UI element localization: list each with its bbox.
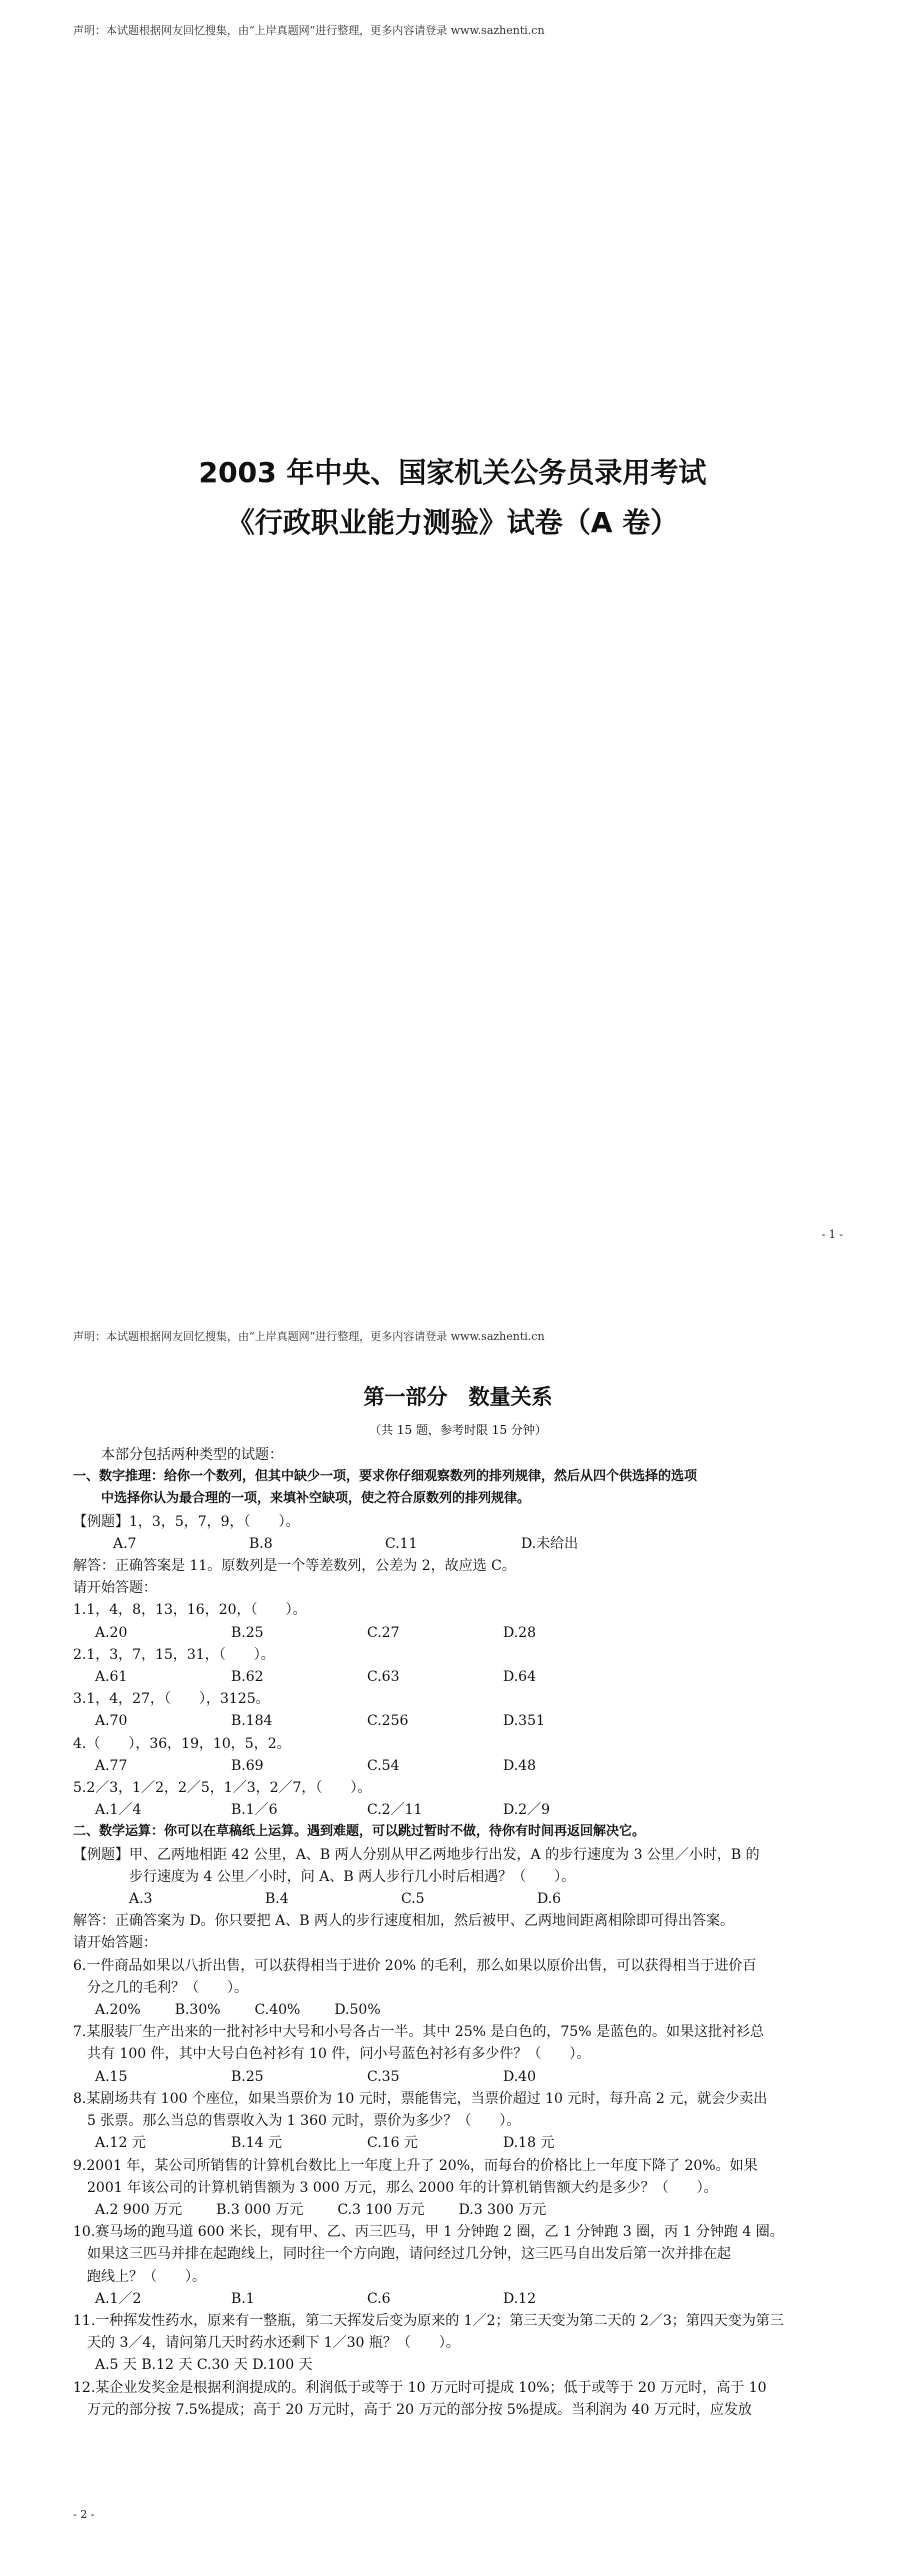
question-5-options — [73, 1799, 843, 1821]
option: C.6 — [367, 2290, 391, 2307]
part1-instruction-cont: 中选择你认为最合理的一项，来填补空缺项，使之符合原数列的排列规律。 — [101, 1491, 531, 1507]
question-8-options — [73, 2132, 843, 2154]
page-header: 声明：本试题根据网友回忆搜集，由“上岸真题网”进行整理，更多内容请登录 www.sazhenti.cn — [73, 24, 545, 37]
question-1: 1.1，4，8，13，16，20，（ ）。 — [73, 1602, 307, 1619]
example-2-question-cont: 步行速度为 4 公里／小时，问 A、B 两人步行几小时后相遇？（ ）。 — [129, 1868, 576, 1885]
option: D.2／9 — [503, 1802, 550, 1819]
option: C.3 100 万元 — [337, 2201, 425, 2218]
option: A.61 — [95, 1669, 128, 1686]
option: C.16 元 — [367, 2135, 418, 2152]
option: A.77 — [95, 1757, 128, 1774]
option: C.63 — [367, 1669, 400, 1686]
option: C.40% — [254, 2002, 301, 2019]
start-prompt: 请开始答题： — [73, 1580, 157, 1597]
start-prompt: 请开始答题： — [73, 1935, 157, 1952]
page-number: - 2 - — [73, 2508, 95, 2521]
option: B.62 — [231, 1669, 264, 1686]
question-2: 2.1，3，7，15，31，（ ）。 — [73, 1646, 275, 1663]
question-11-cont: 天的 3／4，请问第几天时药水还剩下 1／30 瓶？（ ）。 — [87, 2335, 460, 2352]
title-line-2: 《行政职业能力测验》试卷（A 卷） — [226, 506, 679, 539]
option: B.184 — [231, 1713, 273, 1730]
question-9-cont: 2001 年该公司的计算机销售额为 3 000 万元，那么 2000 年的计算机销售额大约是多少？（ ）。 — [87, 2179, 718, 2196]
option: B.8 — [249, 1535, 273, 1552]
question-10: 10.赛马场的跑马道 600 米长，现有甲、乙、丙三匹马，甲 1 分钟跑 2 圈，乙 1 分钟跑 3 圈，丙 1 分钟跑 4 圈。 — [73, 2224, 784, 2241]
exam-title — [0, 448, 905, 548]
question-12-cont: 万元的部分按 7.5%提成；高于 20 万元时，高于 20 万元的部分按 5%提成。当利润为 40 万元时，应发放 — [87, 2401, 752, 2418]
question-7-options — [73, 2066, 843, 2088]
option: B.1 — [231, 2290, 255, 2307]
question-7-cont: 共有 100 件，其中大号白色衬衫有 10 件，问小号蓝色衬衫有多少件？（ ）。 — [87, 2046, 591, 2063]
option: C.54 — [367, 1757, 400, 1774]
option: D.12 — [503, 2290, 536, 2307]
question-9-options — [73, 2199, 843, 2221]
question-4-options — [73, 1755, 843, 1777]
example-2-answer: 解答：正确答案为 D。你只要把 A、B 两人的步行速度相加，然后被甲、乙两地间距离相除即可得出答案。 — [73, 1913, 734, 1930]
option: C.2／11 — [367, 1802, 423, 1819]
question-11-options: A.5 天 B.12 天 C.30 天 D.100 天 — [95, 2357, 313, 2374]
question-10-cont-2: 跑线上？（ ）。 — [87, 2268, 206, 2285]
section-title: 第一部分 数量关系 — [363, 1385, 553, 1409]
question-3-options — [73, 1710, 843, 1732]
option: C.35 — [367, 2068, 400, 2085]
option: A.2 900 万元 — [95, 2201, 183, 2218]
question-5: 5.2／3，1／2，2／5，1／3，2／7，（ ）。 — [73, 1780, 372, 1797]
option: B.4 — [265, 1891, 289, 1908]
option: A.1／4 — [95, 1802, 142, 1819]
example-2-question: 【例题】甲、乙两地相距 42 公里，A、B 两人分别从甲乙两地步行出发，A 的步行速度为 3 公里／小时，B 的 — [73, 1846, 760, 1863]
option: A.70 — [95, 1713, 128, 1730]
question-1-options — [73, 1622, 843, 1644]
option: D.64 — [503, 1669, 536, 1686]
question-8-cont: 5 张票。那么当总的售票收入为 1 360 元时，票价为多少？（ ）。 — [87, 2113, 521, 2130]
option: A.20 — [95, 1624, 128, 1641]
option: D.6 — [537, 1891, 562, 1908]
option: C.27 — [367, 1624, 400, 1641]
option: D.18 元 — [503, 2135, 555, 2152]
part1-instruction: 一、数字推理：给你一个数列，但其中缺少一项，要求你仔细观察数列的排列规律，然后从四个供选择的选项 — [73, 1469, 698, 1485]
option: C.256 — [367, 1713, 409, 1730]
question-4: 4.（ ），36，19，10，5，2。 — [73, 1735, 291, 1752]
question-6-options — [73, 1999, 843, 2021]
question-2-options — [73, 1666, 843, 1688]
question-8: 8.某剧场共有 100 个座位，如果当票价为 10 元时，票能售完，当票价超过 10 元时，每升高 2 元，就会少卖出 — [73, 2090, 768, 2107]
question-9: 9.2001 年，某公司所销售的计算机台数比上一年度上升了 20%，而每台的价格比上一年度下降了 20%。如果 — [73, 2157, 758, 2174]
option: B.25 — [231, 1624, 264, 1641]
page-number: - 1 - — [821, 1228, 843, 1241]
question-7: 7.某服装厂生产出来的一批衬衫中大号和小号各占一半。其中 25% 是白色的，75% 是蓝色的。如果这批衬衫总 — [73, 2024, 764, 2041]
page-header: 声明：本试题根据网友回忆搜集，由“上岸真题网”进行整理，更多内容请登录 www.sazhenti.cn — [73, 1330, 545, 1343]
section-subtitle: （共 15 题，参考时限 15 分钟） — [369, 1423, 547, 1437]
page-content — [73, 1382, 843, 2421]
example-1-answer: 解答：正确答案是 11。原数列是一个等差数列，公差为 2，故应选 C。 — [73, 1558, 516, 1575]
option: A.12 元 — [95, 2135, 146, 2152]
option: B.3 000 万元 — [216, 2201, 304, 2218]
option: B.1／6 — [231, 1802, 278, 1819]
example-1-question: 【例题】1，3，5，7，9，（ ）。 — [73, 1513, 300, 1530]
option: B.30% — [174, 2002, 221, 2019]
part2-instruction: 二、数学运算：你可以在草稿纸上运算。遇到难题，可以跳过暂时不做，待你有时间再返回解决它。 — [73, 1824, 646, 1840]
question-10-options — [73, 2288, 843, 2310]
option: B.14 元 — [231, 2135, 283, 2152]
option: A.15 — [95, 2068, 128, 2085]
option: D.3 300 万元 — [458, 2201, 547, 2218]
option: D.28 — [503, 1624, 536, 1641]
option: A.7 — [113, 1535, 137, 1552]
option: C.5 — [401, 1891, 425, 1908]
example-2-options — [73, 1888, 843, 1910]
option: C.11 — [385, 1535, 418, 1552]
title-line-1: 2003 年中央、国家机关公务员录用考试 — [198, 456, 707, 489]
question-12: 12.某企业发奖金是根据利润提成的。利润低于或等于 10 万元时可提成 10%；低于或等于 20 万元时，高于 10 — [73, 2379, 767, 2396]
question-3: 3.1，4，27，（ ），3125。 — [73, 1691, 270, 1708]
option: B.25 — [231, 2068, 264, 2085]
option: D.50% — [334, 2002, 381, 2019]
page-2 — [0, 1290, 905, 2560]
option: D.40 — [503, 2068, 536, 2085]
option: B.69 — [231, 1757, 264, 1774]
question-11: 11.一种挥发性药水，原来有一整瓶，第二天挥发后变为原来的 1／2；第三天变为第二天的 2／3；第四天变为第三 — [73, 2312, 784, 2329]
question-6: 6.一件商品如果以八折出售，可以获得相当于进价 20% 的毛利，那么如果以原价出售，可以获得相当于进价百 — [73, 1957, 757, 1974]
option: D.48 — [503, 1757, 536, 1774]
option: D.351 — [503, 1713, 545, 1730]
example-1-options — [73, 1533, 843, 1555]
question-6-cont: 分之几的毛利？（ ）。 — [87, 1979, 248, 1996]
option: A.20% — [95, 2002, 141, 2019]
option: A.3 — [129, 1891, 153, 1908]
question-10-cont: 如果这三匹马并排在起跑线上，同时往一个方向跑，请问经过几分钟，这三匹马自出发后第一次并排在起 — [87, 2246, 731, 2263]
intro-text: 本部分包括两种类型的试题： — [101, 1447, 283, 1463]
option: D.未给出 — [521, 1535, 579, 1552]
option: A.1／2 — [95, 2290, 142, 2307]
